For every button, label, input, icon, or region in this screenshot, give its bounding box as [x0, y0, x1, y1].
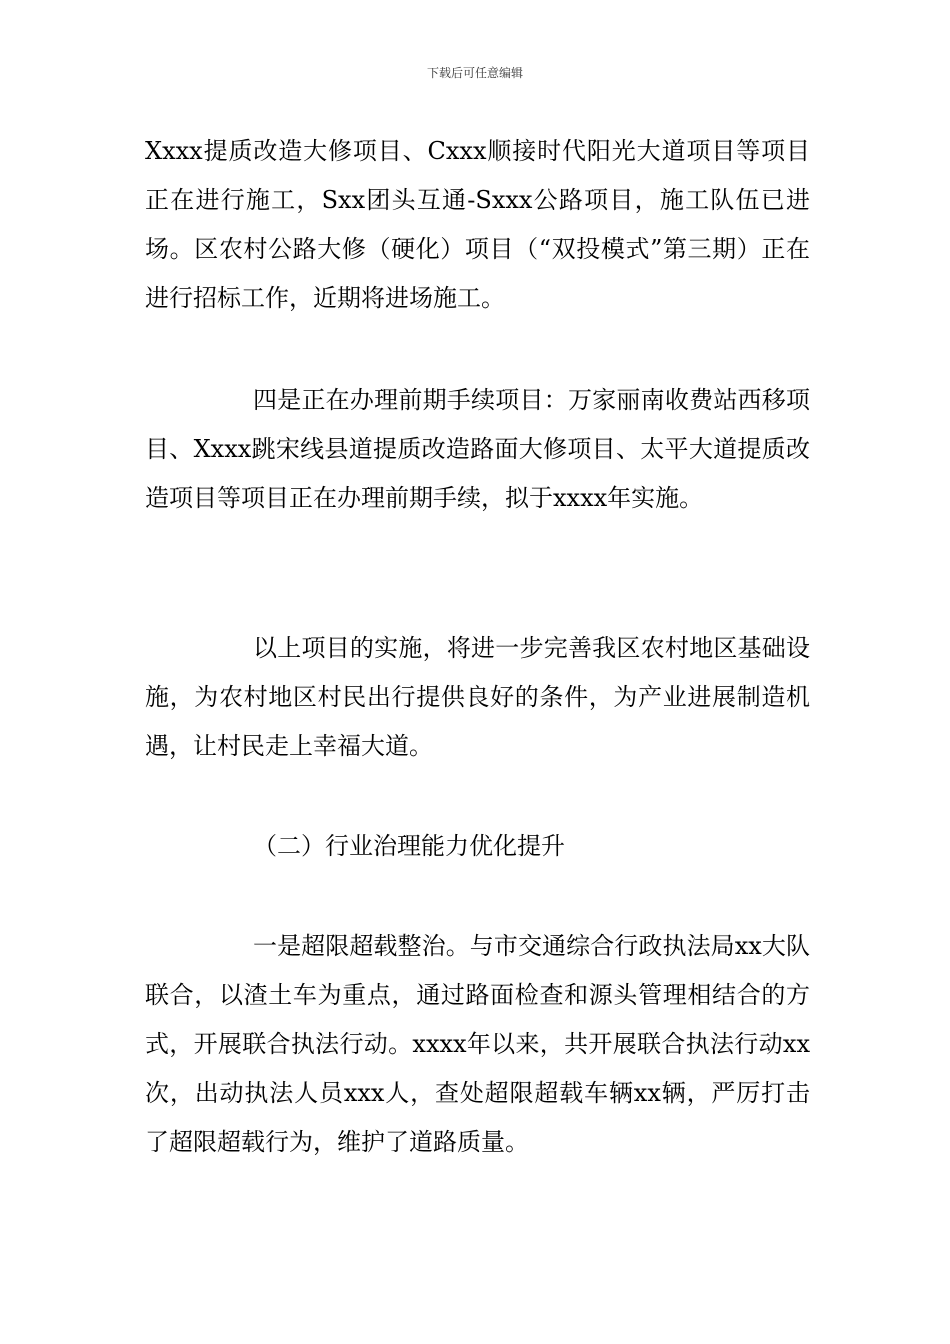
section-heading-governance: （二）行业治理能力优化提升 — [253, 832, 565, 860]
paragraph-pending-procedures: 四是正在办理前期手续项目：万家丽南收费站西移项目、Xxxx跳宋线县道提质改造路面大修项目、太平大道提质改造项目等项目正在办理前期手续，拟于xxxx年实施。 — [145, 386, 810, 512]
page-header-note: 下载后可任意编辑 — [426, 66, 523, 80]
paragraph-continued-projects: Xxxx提质改造大修项目、Cxxx顺接时代阳光大道项目等项目正在进行施工，Sxx团头互通-Sxxx公路项目，施工队伍已进场。区农村公路大修（硬化）项目（“双投模式”第三期）正在进行招标工作，近期将进场施工。 — [145, 137, 810, 312]
paragraph-overload-enforcement: 一是超限超载整治。与市交通综合行政执法局xx大队联合，以渣土车为重点，通过路面检查和源头管理相结合的方式，开展联合执法行动。xxxx年以来，共开展联合执法行动xx次，出动执法人员xxx人，查处超限超载车辆xx辆，严厉打击了超限超载行为，维护了道路质量。 — [145, 932, 810, 1156]
paragraph-project-impact: 以上项目的实施，将进一步完善我区农村地区基础设施，为农村地区村民出行提供良好的条件，为产业进展制造机遇，让村民走上幸福大道。 — [145, 634, 810, 760]
